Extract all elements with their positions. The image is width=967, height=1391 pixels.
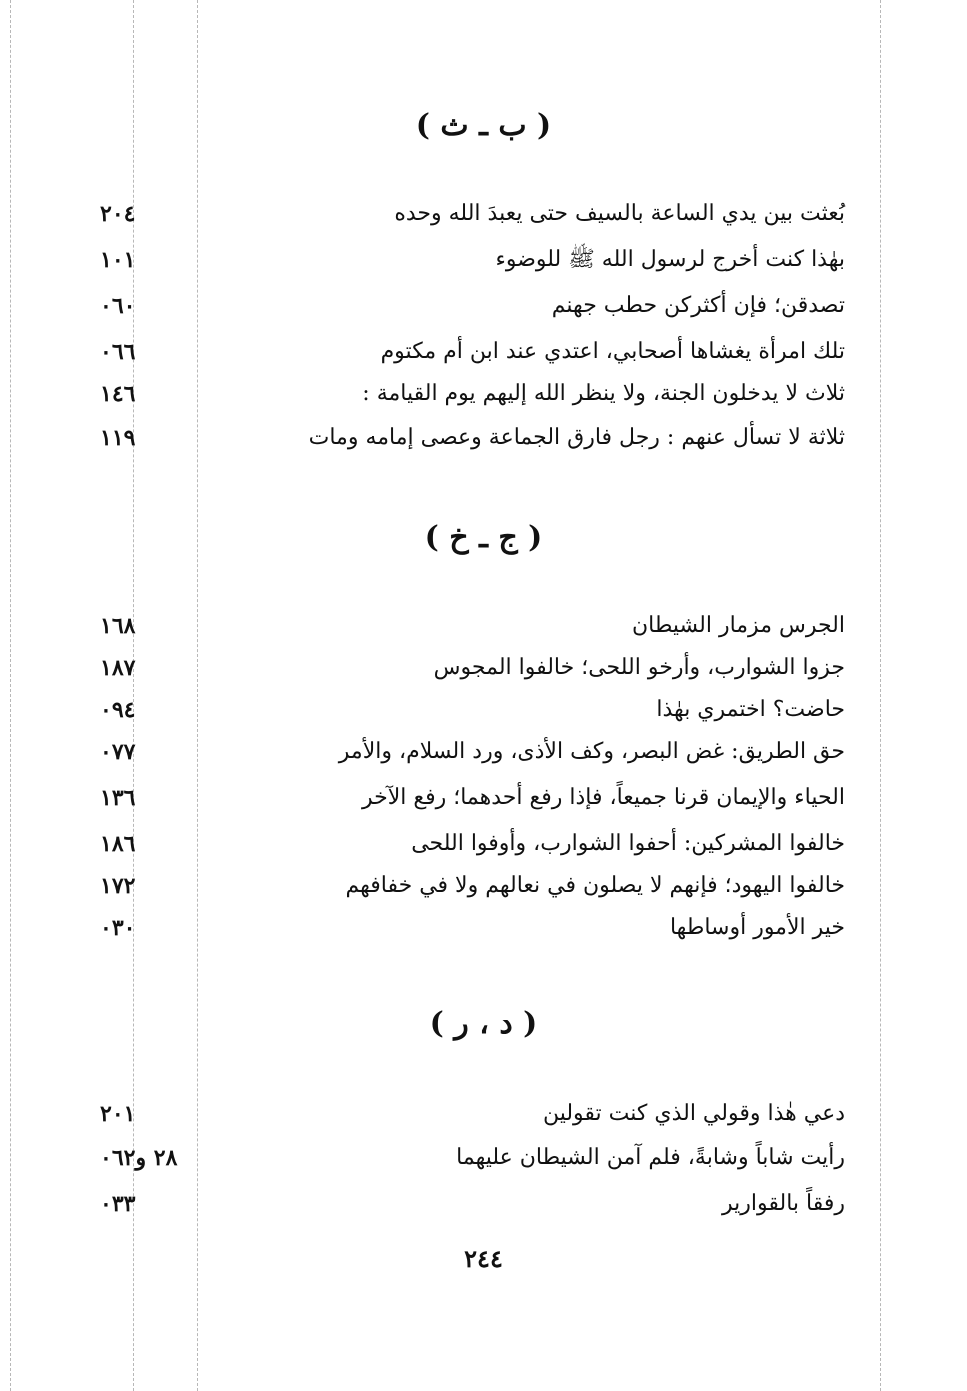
entry-page: ٠٣٠ bbox=[100, 915, 136, 941]
entry-text: ثلاث لا يدخلون الجنة، ولا ينظر الله إليهم يوم القيامة : bbox=[362, 381, 845, 406]
section-heading-dal-ra: ( د ، ر ) bbox=[429, 1006, 538, 1041]
entry-text: الجرس مزمار الشيطان bbox=[631, 613, 845, 638]
entry-page: ١٧٢ bbox=[100, 873, 136, 899]
index-entry bbox=[100, 688, 845, 732]
entry-text: تلك امرأة يغشاها أصحابي، اعتدي عند ابن أم مكتوم bbox=[380, 339, 845, 364]
index-entry bbox=[100, 906, 845, 950]
index-entry bbox=[100, 730, 845, 774]
entry-text: بهٰذا كنت أخرج لرسول الله ﷺ للوضوء bbox=[495, 247, 845, 272]
entry-text: تصدقن؛ فإن أكثركن حطب جهنم bbox=[551, 293, 845, 318]
scan-guide-line bbox=[880, 0, 881, 1391]
entry-text: خالفوا اليهود؛ فإنهم لا يصلون في نعالهم ولا في خفافهم bbox=[345, 873, 845, 898]
entry-text: بُعثت بين يدي الساعة بالسيف حتى يعبدَ الله وحده bbox=[394, 201, 845, 226]
entry-page: ٠٣٣ bbox=[100, 1191, 136, 1217]
index-entry bbox=[100, 330, 845, 374]
index-entry bbox=[100, 776, 845, 820]
entry-text: دعي هٰذا وقولي الذي كنت تقولين bbox=[542, 1101, 845, 1126]
section-heading-ba-tha: ( ب ـ ث ) bbox=[415, 108, 552, 143]
index-entry bbox=[100, 284, 845, 328]
entry-page: ١٠١ bbox=[100, 247, 136, 273]
entry-page: ١١٩ bbox=[100, 425, 136, 451]
entry-page: ٠٩٤ bbox=[100, 697, 136, 723]
entry-text: حاضت؟ اختمري بهٰذا bbox=[656, 697, 845, 722]
section-heading-jim-kha: ( ج ـ خ ) bbox=[424, 520, 543, 555]
entry-page: ١٣٦ bbox=[100, 785, 136, 811]
index-entry bbox=[100, 646, 845, 690]
index-entry bbox=[100, 864, 845, 908]
index-entry bbox=[100, 604, 845, 648]
entry-page: ٢٨ و٠٦٢ bbox=[100, 1145, 178, 1171]
entry-page: ١٤٦ bbox=[100, 381, 136, 407]
index-entry bbox=[100, 822, 845, 866]
entry-page: ١٨٧ bbox=[100, 655, 136, 681]
entry-page: ٠٦٠ bbox=[100, 293, 136, 319]
index-entry bbox=[100, 1092, 845, 1136]
entry-text: خير الأمور أوساطها bbox=[669, 915, 845, 940]
entry-text: حق الطريق: غض البصر، وكف الأذى، ورد السلام، والأمر bbox=[338, 739, 845, 764]
scan-guide-line bbox=[10, 0, 11, 1391]
entry-text: ثلاثة لا تسأل عنهم : رجل فارق الجماعة وعصى إمامه ومات bbox=[308, 425, 845, 450]
entry-page: ٠٧٧ bbox=[100, 739, 136, 765]
entry-text: رفقاً بالقوارير bbox=[722, 1191, 845, 1216]
index-entry bbox=[100, 238, 845, 282]
index-entry bbox=[100, 372, 845, 416]
entry-page: ١٨٦ bbox=[100, 831, 136, 857]
index-entry bbox=[100, 1182, 845, 1226]
entry-text: جزوا الشوارب، وأرخو اللحى؛ خالفوا المجوس bbox=[433, 655, 845, 680]
entry-text: خالفوا المشركين: أحفوا الشوارب، وأوفوا اللحى bbox=[411, 831, 845, 856]
index-entry bbox=[100, 416, 845, 460]
entry-text: الحياء والإيمان قرنا جميعاً، فإذا رفع أحدهما؛ رفع الآخر bbox=[362, 785, 845, 810]
entry-page: ٢٠١ bbox=[100, 1101, 136, 1127]
page-number: ٢٤٤ bbox=[464, 1244, 503, 1273]
entry-page: ٠٦٦ bbox=[100, 339, 136, 365]
index-entry bbox=[100, 192, 845, 236]
entry-text: رأيت شاباً وشابةً، فلم آمن الشيطان عليهما bbox=[456, 1145, 845, 1170]
entry-page: ١٦٨ bbox=[100, 613, 136, 639]
entry-page: ٢٠٤ bbox=[100, 201, 136, 227]
index-entry bbox=[100, 1136, 845, 1180]
